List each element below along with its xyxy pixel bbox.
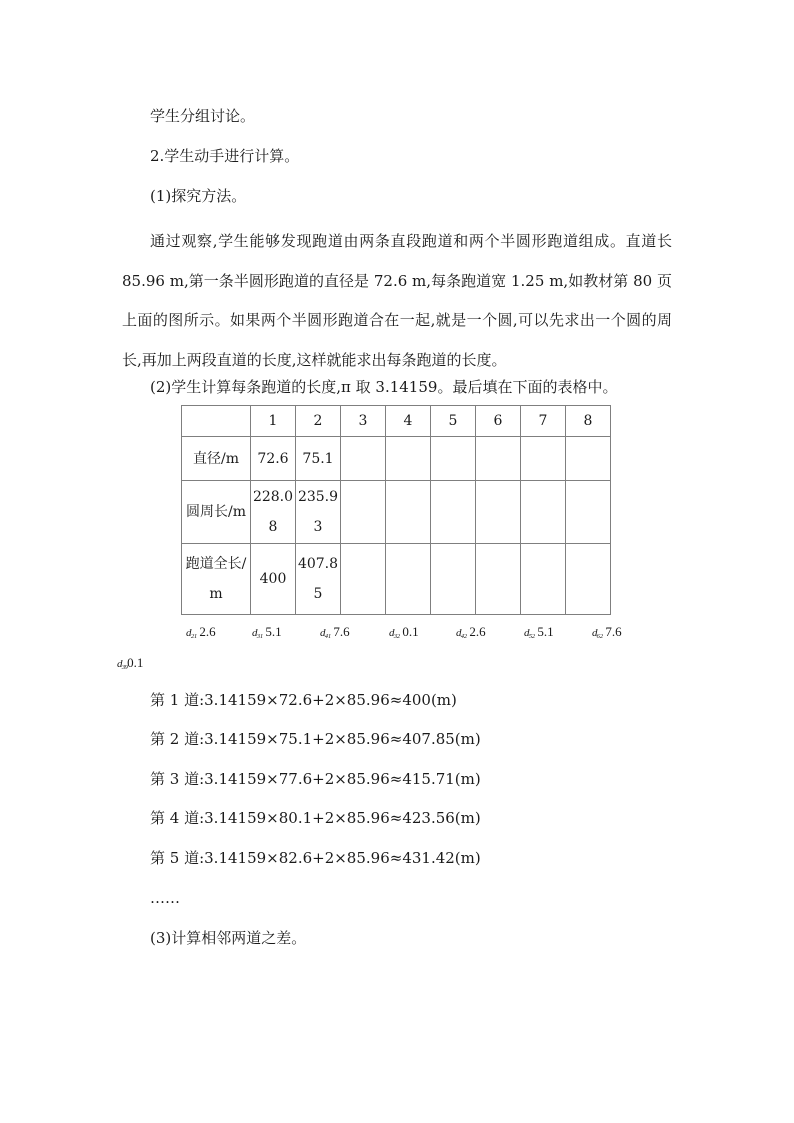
- table-cell: 72.6: [251, 437, 296, 481]
- difference-item: d₄₁ 7.6: [320, 624, 350, 639]
- table-header-cell: 8: [566, 406, 611, 437]
- difference-item: d₃₁ 5.1: [252, 624, 282, 639]
- table-cell: 235.93: [296, 481, 341, 544]
- table-header-cell: 4: [386, 406, 431, 437]
- row-label: 跑道全长/m: [182, 544, 251, 615]
- calc-line-lane-3: 第 3 道:3.14159×77.6+2×85.96≈415.71(m): [150, 770, 481, 788]
- table-header-cell: 6: [476, 406, 521, 437]
- difference-item: d₆₂ 7.6: [592, 624, 622, 639]
- text-line-explore-method: (1)探究方法。: [150, 187, 247, 205]
- table-cell: [521, 437, 566, 481]
- table-header-cell: 5: [431, 406, 476, 437]
- table-cell: 228.08: [251, 481, 296, 544]
- calc-line-lane-4: 第 4 道:3.14159×80.1+2×85.96≈423.56(m): [150, 809, 481, 827]
- table-cell: [476, 544, 521, 615]
- table-cell: [431, 481, 476, 544]
- table-cell: [566, 481, 611, 544]
- difference-item: d₂₁ 2.6: [186, 624, 216, 639]
- table-header-cell: 7: [521, 406, 566, 437]
- difference-item: d₄₂ 2.6: [456, 624, 486, 639]
- table-header-cell: 2: [296, 406, 341, 437]
- table-header-cell: [182, 406, 251, 437]
- table-cell: 407.85: [296, 544, 341, 615]
- text-line-step3: (3)计算相邻两道之差。: [150, 929, 307, 947]
- track-length-table: [181, 405, 611, 615]
- text-line-calc-instruction: (2)学生计算每条跑道的长度,π 取 3.14159。最后填在下面的表格中。: [150, 378, 618, 396]
- calc-line-lane-2: 第 2 道:3.14159×75.1+2×85.96≈407.85(m): [150, 730, 481, 748]
- table-cell: [341, 481, 386, 544]
- table-cell: [341, 544, 386, 615]
- table-cell: [386, 481, 431, 544]
- table-cell: [566, 544, 611, 615]
- table-cell: [431, 544, 476, 615]
- table-cell: [341, 437, 386, 481]
- table-cell: [476, 437, 521, 481]
- table-cell: [566, 437, 611, 481]
- calc-line-lane-1: 第 1 道:3.14159×72.6+2×85.96≈400(m): [150, 691, 457, 709]
- row-label: 直径/m: [182, 437, 251, 481]
- table-cell: [521, 481, 566, 544]
- table-row-circumference: [182, 481, 611, 544]
- ellipsis: ……: [150, 889, 180, 907]
- table-cell: [386, 544, 431, 615]
- table-cell: [476, 481, 521, 544]
- row-label: 圆周长/m: [182, 481, 251, 544]
- table-cell: 400: [251, 544, 296, 615]
- table-cell: [386, 437, 431, 481]
- calc-line-lane-5: 第 5 道:3.14159×82.6+2×85.96≈431.42(m): [150, 849, 481, 867]
- table-cell: [431, 437, 476, 481]
- difference-item: d₃₂ 0.1: [389, 624, 419, 639]
- table-header-cell: 3: [341, 406, 386, 437]
- difference-item: d₅₂ 5.1: [524, 624, 554, 639]
- difference-item-last: d₃₉0.1: [117, 655, 144, 670]
- text-line-discussion: 学生分组讨论。: [150, 107, 256, 125]
- table-row-diameter: [182, 437, 611, 481]
- paragraph-observation: 通过观察,学生能够发现跑道由两条直段跑道和两个半圆形跑道组成。直道长 85.96 m,第一条半圆形跑道的直径是 72.6 m,每条跑道宽 1.25 m,如教材第 80 页上面的图所示。如果两个半圆形跑道合在一起,就是一个圆,可以先求出一个圆的周长,再加上两段直道的长度,这样就能求出每条跑道的长度。: [122, 232, 672, 369]
- table-cell: 75.1: [296, 437, 341, 481]
- table-header-cell: 1: [251, 406, 296, 437]
- text-line-step2: 2.学生动手进行计算。: [150, 147, 300, 165]
- table-row-total-length: [182, 544, 611, 615]
- table-cell: [521, 544, 566, 615]
- table-header-row: [182, 406, 611, 437]
